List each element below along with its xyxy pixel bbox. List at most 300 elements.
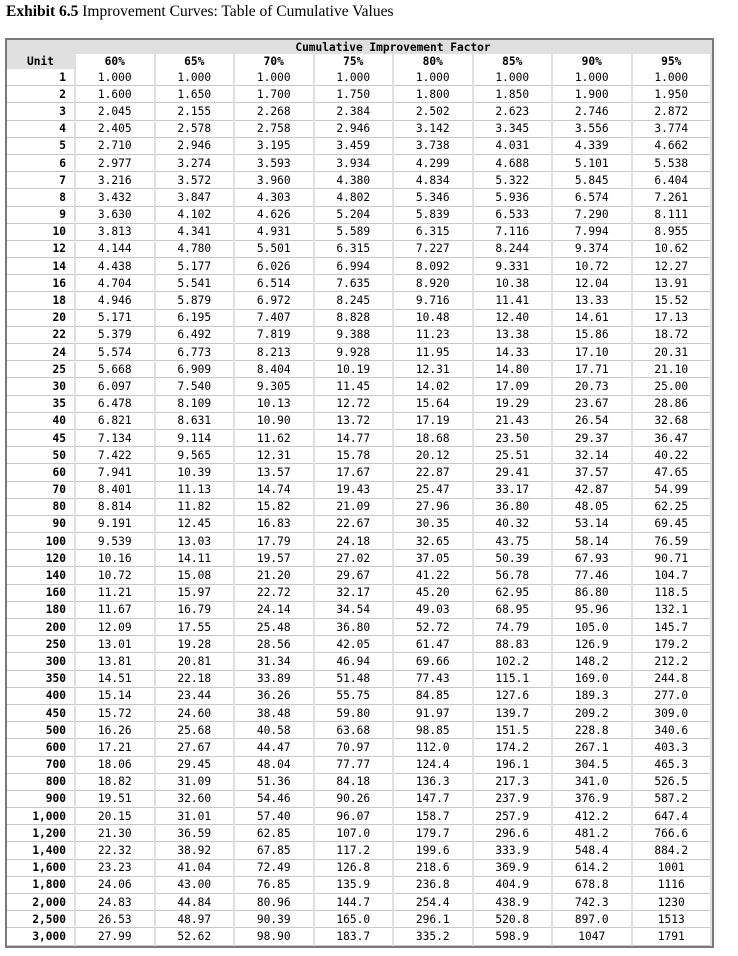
factor-cell: 36.26 (234, 687, 314, 704)
factor-cell: 6.026 (234, 258, 314, 275)
factor-cell: 7.261 (632, 189, 712, 206)
factor-cell: 31.34 (234, 653, 314, 670)
unit-cell: 1 (7, 69, 75, 86)
unit-cell: 20 (7, 309, 75, 326)
factor-cell: 44.47 (234, 739, 314, 756)
unit-cell: 200 (7, 619, 75, 636)
factor-cell: 25.00 (632, 378, 712, 395)
factor-cell: 98.90 (234, 928, 314, 945)
factor-cell: 46.94 (314, 653, 394, 670)
factor-cell: 4.834 (393, 172, 473, 189)
factor-cell: 136.3 (393, 773, 473, 790)
factor-cell: 107.0 (314, 825, 394, 842)
factor-cell: 1.700 (234, 86, 314, 103)
factor-cell: 9.331 (473, 258, 553, 275)
factor-cell: 17.67 (314, 464, 394, 481)
factor-cell: 2.405 (75, 120, 155, 137)
factor-cell: 4.802 (314, 189, 394, 206)
factor-cell: 7.116 (473, 223, 553, 240)
factor-cell: 22.72 (234, 584, 314, 601)
factor-cell: 84.18 (314, 773, 394, 790)
factor-cell: 5.879 (155, 292, 235, 309)
improvement-table-container (5, 38, 714, 948)
factor-cell: 10.19 (314, 361, 394, 378)
factor-cell: 13.01 (75, 636, 155, 653)
factor-cell: 7.540 (155, 378, 235, 395)
table-row (7, 636, 711, 653)
factor-cell: 21.10 (632, 361, 712, 378)
factor-cell: 18.06 (75, 756, 155, 773)
factor-cell: 28.86 (632, 395, 712, 412)
factor-cell: 3.813 (75, 223, 155, 240)
factor-cell: 67.85 (234, 842, 314, 859)
unit-cell: 7 (7, 172, 75, 189)
factor-cell: 22.87 (393, 464, 473, 481)
factor-cell: 10.72 (552, 258, 632, 275)
factor-cell: 25.47 (393, 481, 473, 498)
unit-cell: 14 (7, 258, 75, 275)
unit-cell: 10 (7, 223, 75, 240)
factor-cell: 8.631 (155, 412, 235, 429)
table-row (7, 189, 711, 206)
factor-cell: 52.62 (155, 928, 235, 945)
unit-cell: 9 (7, 206, 75, 223)
factor-cell: 3.960 (234, 172, 314, 189)
factor-cell: 3.593 (234, 154, 314, 171)
factor-cell: 2.758 (234, 120, 314, 137)
factor-cell: 1.000 (314, 69, 394, 86)
factor-cell: 341.0 (552, 773, 632, 790)
table-row (7, 206, 711, 223)
table-row (7, 928, 711, 945)
factor-cell: 12.45 (155, 515, 235, 532)
factor-cell: 6.195 (155, 309, 235, 326)
factor-cell: 31.09 (155, 773, 235, 790)
factor-cell: 7.227 (393, 240, 473, 257)
factor-cell: 61.47 (393, 636, 473, 653)
table-row (7, 326, 711, 343)
factor-cell: 481.2 (552, 825, 632, 842)
factor-cell: 548.4 (552, 842, 632, 859)
factor-cell: 5.845 (552, 172, 632, 189)
factor-cell: 6.972 (234, 292, 314, 309)
factor-cell: 296.1 (393, 911, 473, 928)
factor-cell: 24.06 (75, 876, 155, 893)
factor-cell: 11.62 (234, 429, 314, 446)
table-row (7, 842, 711, 859)
unit-cell: 500 (7, 722, 75, 739)
exhibit-number: Exhibit 6.5 (6, 3, 79, 20)
factor-cell: 32.68 (632, 412, 712, 429)
factor-cell: 4.931 (234, 223, 314, 240)
factor-cell: 21.09 (314, 498, 394, 515)
factor-cell: 158.7 (393, 808, 473, 825)
factor-cell: 5.936 (473, 189, 553, 206)
factor-cell: 13.57 (234, 464, 314, 481)
factor-cell: 20.73 (552, 378, 632, 395)
factor-cell: 3.738 (393, 137, 473, 154)
factor-cell: 6.574 (552, 189, 632, 206)
table-row (7, 722, 711, 739)
factor-cell: 54.99 (632, 481, 712, 498)
factor-cell: 13.38 (473, 326, 553, 343)
factor-cell: 124.4 (393, 756, 473, 773)
table-row (7, 567, 711, 584)
group-header-row (7, 40, 711, 54)
factor-cell: 90.26 (314, 790, 394, 807)
factor-cell: 48.04 (234, 756, 314, 773)
factor-cell: 1.600 (75, 86, 155, 103)
factor-cell: 17.79 (234, 533, 314, 550)
factor-cell: 5.101 (552, 154, 632, 171)
factor-cell: 8.955 (632, 223, 712, 240)
factor-cell: 28.56 (234, 636, 314, 653)
table-row (7, 292, 711, 309)
factor-cell: 40.22 (632, 447, 712, 464)
percent-column-header: 70% (234, 54, 314, 69)
factor-cell: 5.501 (234, 240, 314, 257)
unit-cell: 5 (7, 137, 75, 154)
exhibit-title (6, 3, 394, 21)
factor-cell: 42.05 (314, 636, 394, 653)
factor-cell: 16.79 (155, 601, 235, 618)
factor-cell: 257.9 (473, 808, 553, 825)
factor-cell: 7.941 (75, 464, 155, 481)
factor-cell: 7.290 (552, 206, 632, 223)
factor-cell: 88.83 (473, 636, 553, 653)
table-body (7, 69, 711, 945)
factor-cell: 647.4 (632, 808, 712, 825)
unit-cell: 35 (7, 395, 75, 412)
factor-cell: 1.900 (552, 86, 632, 103)
factor-cell: 1116 (632, 876, 712, 893)
factor-cell: 17.55 (155, 619, 235, 636)
factor-cell: 8.828 (314, 309, 394, 326)
unit-cell: 40 (7, 412, 75, 429)
factor-cell: 43.00 (155, 876, 235, 893)
factor-cell: 17.10 (552, 344, 632, 361)
factor-cell: 5.839 (393, 206, 473, 223)
factor-cell: 34.54 (314, 601, 394, 618)
factor-cell: 8.401 (75, 481, 155, 498)
factor-cell: 72.49 (234, 859, 314, 876)
factor-cell: 53.14 (552, 515, 632, 532)
table-row (7, 498, 711, 515)
unit-cell: 600 (7, 739, 75, 756)
factor-cell: 6.909 (155, 361, 235, 378)
factor-cell: 115.1 (473, 670, 553, 687)
factor-cell: 4.144 (75, 240, 155, 257)
factor-cell: 63.68 (314, 722, 394, 739)
factor-cell: 40.58 (234, 722, 314, 739)
factor-cell: 6.315 (393, 223, 473, 240)
factor-cell: 465.3 (632, 756, 712, 773)
factor-cell: 598.9 (473, 928, 553, 945)
factor-cell: 37.57 (552, 464, 632, 481)
factor-cell: 51.36 (234, 773, 314, 790)
factor-cell: 296.6 (473, 825, 553, 842)
factor-cell: 1.000 (632, 69, 712, 86)
table-row (7, 344, 711, 361)
factor-cell: 14.02 (393, 378, 473, 395)
factor-cell: 17.21 (75, 739, 155, 756)
factor-cell: 7.994 (552, 223, 632, 240)
factor-cell: 10.13 (234, 395, 314, 412)
factor-cell: 90.39 (234, 911, 314, 928)
factor-cell: 4.341 (155, 223, 235, 240)
factor-cell: 2.578 (155, 120, 235, 137)
factor-cell: 3.345 (473, 120, 553, 137)
percent-column-header: 90% (552, 54, 632, 69)
table-row (7, 911, 711, 928)
factor-cell: 4.688 (473, 154, 553, 171)
factor-cell: 76.85 (234, 876, 314, 893)
factor-cell: 9.114 (155, 429, 235, 446)
factor-cell: 4.299 (393, 154, 473, 171)
factor-cell: 20.31 (632, 344, 712, 361)
factor-cell: 183.7 (314, 928, 394, 945)
factor-cell: 19.51 (75, 790, 155, 807)
table-row (7, 275, 711, 292)
factor-cell: 74.79 (473, 619, 553, 636)
table-row (7, 756, 711, 773)
factor-cell: 22.67 (314, 515, 394, 532)
table-row (7, 619, 711, 636)
factor-cell: 29.67 (314, 567, 394, 584)
factor-cell: 80.96 (234, 894, 314, 911)
factor-cell: 4.946 (75, 292, 155, 309)
factor-cell: 5.346 (393, 189, 473, 206)
table-row (7, 894, 711, 911)
table-row (7, 120, 711, 137)
factor-cell: 10.90 (234, 412, 314, 429)
factor-cell: 412.2 (552, 808, 632, 825)
factor-cell: 11.82 (155, 498, 235, 515)
factor-cell: 614.2 (552, 859, 632, 876)
factor-cell: 4.662 (632, 137, 712, 154)
factor-cell: 30.35 (393, 515, 473, 532)
factor-cell: 36.59 (155, 825, 235, 842)
factor-cell: 67.93 (552, 550, 632, 567)
factor-cell: 8.920 (393, 275, 473, 292)
factor-cell: 69.45 (632, 515, 712, 532)
factor-cell: 68.95 (473, 601, 553, 618)
factor-cell: 38.48 (234, 704, 314, 721)
factor-cell: 7.422 (75, 447, 155, 464)
factor-cell: 17.19 (393, 412, 473, 429)
table-row (7, 653, 711, 670)
factor-cell: 6.097 (75, 378, 155, 395)
factor-cell: 11.67 (75, 601, 155, 618)
factor-cell: 17.13 (632, 309, 712, 326)
factor-cell: 8.245 (314, 292, 394, 309)
factor-cell: 77.77 (314, 756, 394, 773)
unit-cell: 2,500 (7, 911, 75, 928)
factor-cell: 126.9 (552, 636, 632, 653)
unit-cell: 160 (7, 584, 75, 601)
factor-cell: 54.46 (234, 790, 314, 807)
unit-cell: 30 (7, 378, 75, 395)
factor-cell: 15.64 (393, 395, 473, 412)
factor-cell: 47.65 (632, 464, 712, 481)
factor-cell: 9.716 (393, 292, 473, 309)
unit-cell: 60 (7, 464, 75, 481)
factor-cell: 9.191 (75, 515, 155, 532)
factor-cell: 897.0 (552, 911, 632, 928)
table-row (7, 464, 711, 481)
factor-cell: 21.20 (234, 567, 314, 584)
factor-cell: 98.85 (393, 722, 473, 739)
factor-cell: 5.177 (155, 258, 235, 275)
factor-cell: 18.82 (75, 773, 155, 790)
factor-cell: 11.13 (155, 481, 235, 498)
factor-cell: 2.710 (75, 137, 155, 154)
factor-cell: 196.1 (473, 756, 553, 773)
factor-cell: 77.43 (393, 670, 473, 687)
factor-cell: 6.821 (75, 412, 155, 429)
factor-cell: 32.14 (552, 447, 632, 464)
unit-cell: 1,000 (7, 808, 75, 825)
factor-cell: 42.87 (552, 481, 632, 498)
factor-cell: 4.780 (155, 240, 235, 257)
factor-cell: 3.195 (234, 137, 314, 154)
factor-cell: 9.374 (552, 240, 632, 257)
factor-cell: 14.11 (155, 550, 235, 567)
factor-cell: 10.38 (473, 275, 553, 292)
factor-cell: 41.22 (393, 567, 473, 584)
factor-cell: 58.14 (552, 533, 632, 550)
table-row (7, 515, 711, 532)
factor-cell: 2.502 (393, 103, 473, 120)
factor-cell: 19.28 (155, 636, 235, 653)
factor-cell: 126.8 (314, 859, 394, 876)
table-row (7, 550, 711, 567)
factor-cell: 8.111 (632, 206, 712, 223)
factor-cell: 1.800 (393, 86, 473, 103)
percent-column-header: 65% (155, 54, 235, 69)
factor-cell: 4.339 (552, 137, 632, 154)
factor-cell: 7.407 (234, 309, 314, 326)
factor-cell: 11.23 (393, 326, 473, 343)
percent-column-header: 80% (393, 54, 473, 69)
factor-cell: 15.86 (552, 326, 632, 343)
factor-cell: 236.8 (393, 876, 473, 893)
table-row (7, 481, 711, 498)
improvement-curves-table (7, 40, 712, 946)
factor-cell: 1047 (552, 928, 632, 945)
unit-cell: 25 (7, 361, 75, 378)
factor-cell: 678.8 (552, 876, 632, 893)
factor-cell: 15.52 (632, 292, 712, 309)
factor-cell: 25.68 (155, 722, 235, 739)
factor-cell: 587.2 (632, 790, 712, 807)
percent-column-header: 85% (473, 54, 553, 69)
unit-cell: 250 (7, 636, 75, 653)
factor-cell: 3.459 (314, 137, 394, 154)
factor-cell: 49.03 (393, 601, 473, 618)
factor-cell: 12.40 (473, 309, 553, 326)
factor-cell: 56.78 (473, 567, 553, 584)
unit-cell: 80 (7, 498, 75, 515)
factor-cell: 376.9 (552, 790, 632, 807)
factor-cell: 36.47 (632, 429, 712, 446)
factor-cell: 32.60 (155, 790, 235, 807)
factor-cell: 33.17 (473, 481, 553, 498)
unit-cell: 700 (7, 756, 75, 773)
factor-cell: 77.46 (552, 567, 632, 584)
factor-cell: 209.2 (552, 704, 632, 721)
factor-cell: 340.6 (632, 722, 712, 739)
unit-cell: 350 (7, 670, 75, 687)
factor-cell: 6.514 (234, 275, 314, 292)
factor-cell: 3.216 (75, 172, 155, 189)
factor-cell: 12.31 (393, 361, 473, 378)
factor-cell: 8.092 (393, 258, 473, 275)
unit-cell: 45 (7, 429, 75, 446)
factor-cell: 8.213 (234, 344, 314, 361)
factor-cell: 26.54 (552, 412, 632, 429)
factor-cell: 27.67 (155, 739, 235, 756)
unit-cell: 800 (7, 773, 75, 790)
factor-cell: 25.51 (473, 447, 553, 464)
table-row (7, 825, 711, 842)
percent-column-header: 95% (632, 54, 712, 69)
factor-cell: 9.539 (75, 533, 155, 550)
factor-cell: 8.109 (155, 395, 235, 412)
factor-cell: 179.2 (632, 636, 712, 653)
factor-cell: 6.315 (314, 240, 394, 257)
table-row (7, 601, 711, 618)
unit-cell: 120 (7, 550, 75, 567)
factor-cell: 21.43 (473, 412, 553, 429)
factor-cell: 132.1 (632, 601, 712, 618)
factor-cell: 32.17 (314, 584, 394, 601)
factor-cell: 335.2 (393, 928, 473, 945)
factor-cell: 62.95 (473, 584, 553, 601)
exhibit-caption: Improvement Curves: Table of Cumulative Values (78, 3, 394, 20)
unit-cell: 300 (7, 653, 75, 670)
factor-cell: 3.572 (155, 172, 235, 189)
factor-cell: 24.14 (234, 601, 314, 618)
factor-cell: 6.478 (75, 395, 155, 412)
factor-cell: 24.60 (155, 704, 235, 721)
factor-cell: 254.4 (393, 894, 473, 911)
factor-cell: 104.7 (632, 567, 712, 584)
table-row (7, 378, 711, 395)
unit-cell: 3 (7, 103, 75, 120)
factor-cell: 2.946 (155, 137, 235, 154)
factor-cell: 4.031 (473, 137, 553, 154)
factor-cell: 9.928 (314, 344, 394, 361)
unit-cell: 90 (7, 515, 75, 532)
unit-cell: 1,800 (7, 876, 75, 893)
factor-cell: 16.83 (234, 515, 314, 532)
factor-cell: 36.80 (314, 619, 394, 636)
factor-cell: 884.2 (632, 842, 712, 859)
factor-cell: 1230 (632, 894, 712, 911)
factor-cell: 9.305 (234, 378, 314, 395)
table-row (7, 687, 711, 704)
factor-cell: 14.77 (314, 429, 394, 446)
table-row (7, 412, 711, 429)
factor-cell: 105.0 (552, 619, 632, 636)
factor-cell: 14.61 (552, 309, 632, 326)
factor-cell: 212.2 (632, 653, 712, 670)
factor-cell: 12.04 (552, 275, 632, 292)
factor-cell: 14.80 (473, 361, 553, 378)
factor-cell: 1.000 (234, 69, 314, 86)
factor-cell: 2.623 (473, 103, 553, 120)
